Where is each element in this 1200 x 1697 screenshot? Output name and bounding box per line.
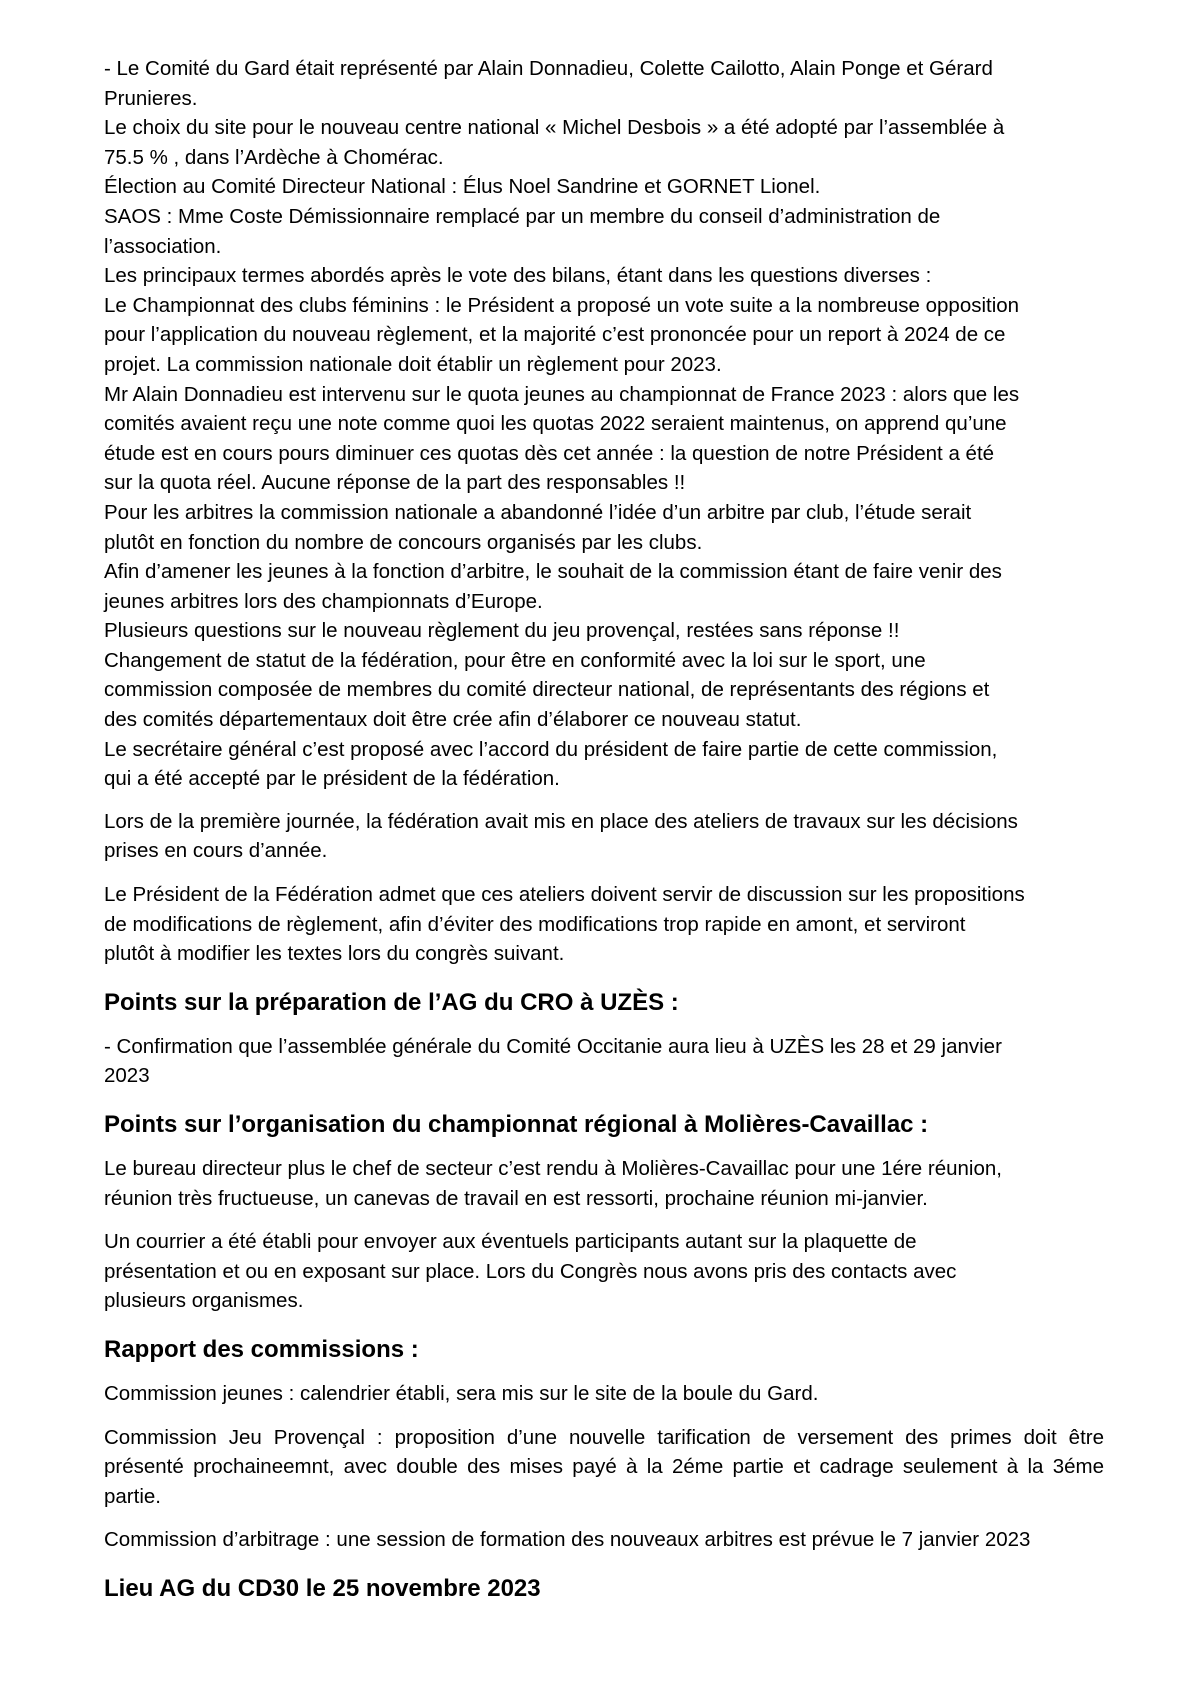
text-line: de modifications de règlement, afin d’éviter des modifications trop rapide en amont, et serviront bbox=[104, 912, 966, 936]
paragraph-commission-arbitrage: Commission d’arbitrage : une session de formation des nouveaux arbitres est prévue le 7 janvier 2023 bbox=[104, 1528, 1031, 1552]
text-line: Les principaux termes abordés après le vote des bilans, étant dans les questions diverses : bbox=[104, 264, 932, 288]
paragraph-bureau bbox=[104, 1154, 1104, 1213]
text-line: plutôt en fonction du nombre de concours organisés par les clubs. bbox=[104, 530, 703, 554]
text-line: Changement de statut de la fédération, pour être en conformité avec la loi sur le sport, une bbox=[104, 648, 926, 672]
text-line: plutôt à modifier les textes lors du congrès suivant. bbox=[104, 942, 565, 966]
text-line: Prunieres. bbox=[104, 86, 198, 110]
text-line: prises en cours d’année. bbox=[104, 839, 328, 863]
text-line: des comités départementaux doit être crée afin d’élaborer ce nouveau statut. bbox=[104, 708, 802, 732]
text-line: - Confirmation que l’assemblée générale du Comité Occitanie aura lieu à UZÈS les 28 et 29 janvier bbox=[104, 1034, 1002, 1058]
paragraph-ag bbox=[104, 1032, 1104, 1091]
text-line: Lors de la première journée, la fédération avait mis en place des ateliers de travaux sur les décisions bbox=[104, 809, 1018, 833]
section-heading-ag: Points sur la préparation de l’AG du CRO à UZÈS : bbox=[104, 988, 679, 1016]
paragraph-president bbox=[104, 880, 1104, 969]
text-line: comités avaient reçu une note comme quoi les quotas 2022 seraient maintenus, on apprend qu’une bbox=[104, 412, 1007, 436]
text-line: 75.5 % , dans l’Ardèche à Chomérac. bbox=[104, 145, 444, 169]
section-heading-lieu: Lieu AG du CD30 le 25 novembre 2023 bbox=[104, 1574, 541, 1602]
text-line: Un courrier a été établi pour envoyer aux éventuels participants autant sur la plaquette de bbox=[104, 1230, 917, 1254]
text-line: commission composée de membres du comité directeur national, de représentants des régions et bbox=[104, 678, 990, 702]
text-line: - Le Comité du Gard était représenté par Alain Donnadieu, Colette Cailotto, Alain Ponge et Gérard bbox=[104, 57, 993, 80]
paragraph-commission-provencal: Commission Jeu Provençal : proposition d’une nouvelle tarification de versement des primes doit être présenté prochaineemnt, avec double des mises payé à la 2éme partie et cadrage seulement à la 3éme partie. bbox=[104, 1425, 1104, 1508]
paragraph-ateliers bbox=[104, 807, 1104, 866]
text-line: réunion très fructueuse, un canevas de travail en est ressorti, prochaine réunion mi-janvier. bbox=[104, 1186, 928, 1210]
text-line: Mr Alain Donnadieu est intervenu sur le quota jeunes au championnat de France 2023 : alors que les bbox=[104, 382, 1020, 406]
text-line: plusieurs organismes. bbox=[104, 1289, 304, 1313]
text-line: présentation et ou en exposant sur place. Lors du Congrès nous avons pris des contacts avec bbox=[104, 1259, 957, 1283]
text-line: sur la quota réel. Aucune réponse de la part des responsables !! bbox=[104, 471, 686, 495]
text-line: étude est en cours pours diminuer ces quotas dès cet année : la question de notre Président a été bbox=[104, 441, 995, 465]
text-line: pour l’application du nouveau règlement, et la majorité c’est prononcée pour un report à 2024 de ce bbox=[104, 323, 1006, 347]
text-line: Élection au Comité Directeur National : Élus Noel Sandrine et GORNET Lionel. bbox=[104, 175, 821, 199]
text-line: Le bureau directeur plus le chef de secteur c’est rendu à Molières-Cavaillac pour une 1ére réunion, bbox=[104, 1157, 1002, 1180]
text-line: 2023 bbox=[104, 1064, 150, 1088]
paragraph-commission-jeunes: Commission jeunes : calendrier établi, sera mis sur le site de la boule du Gard. bbox=[104, 1381, 819, 1405]
text-line: qui a été accepté par le président de la fédération. bbox=[104, 767, 560, 791]
text-line: SAOS : Mme Coste Démissionnaire remplacé par un membre du conseil d’administration de bbox=[104, 204, 941, 228]
text-line: l’association. bbox=[104, 234, 222, 258]
intro-block bbox=[104, 54, 1104, 794]
section-heading-championnat: Points sur l’organisation du championnat régional à Molières-Cavaillac : bbox=[104, 1111, 929, 1138]
text-line: jeunes arbitres lors des championnats d’Europe. bbox=[104, 589, 543, 613]
text-line: Afin d’amener les jeunes à la fonction d’arbitre, le souhait de la commission étant de faire venir des bbox=[104, 560, 1002, 584]
text-line: projet. La commission nationale doit établir un règlement pour 2023. bbox=[104, 352, 722, 376]
text-line: Plusieurs questions sur le nouveau règlement du jeu provençal, restées sans réponse !! bbox=[104, 619, 900, 643]
text-line: Le choix du site pour le nouveau centre national « Michel Desbois » a été adopté par l’assemblée à bbox=[104, 116, 1005, 140]
text-line: Le Championnat des clubs féminins : le Président a proposé un vote suite a la nombreuse opposition bbox=[104, 293, 1020, 317]
text-line: Le secrétaire général c’est proposé avec l’accord du président de faire partie de cette commission, bbox=[104, 737, 998, 761]
text-line: Pour les arbitres la commission nationale a abandonné l’idée d’un arbitre par club, l’étude serait bbox=[104, 500, 972, 524]
text-line: Le Président de la Fédération admet que ces ateliers doivent servir de discussion sur les propositions bbox=[104, 883, 1025, 907]
paragraph-courrier bbox=[104, 1227, 1104, 1316]
section-heading-commissions: Rapport des commissions : bbox=[104, 1335, 419, 1363]
